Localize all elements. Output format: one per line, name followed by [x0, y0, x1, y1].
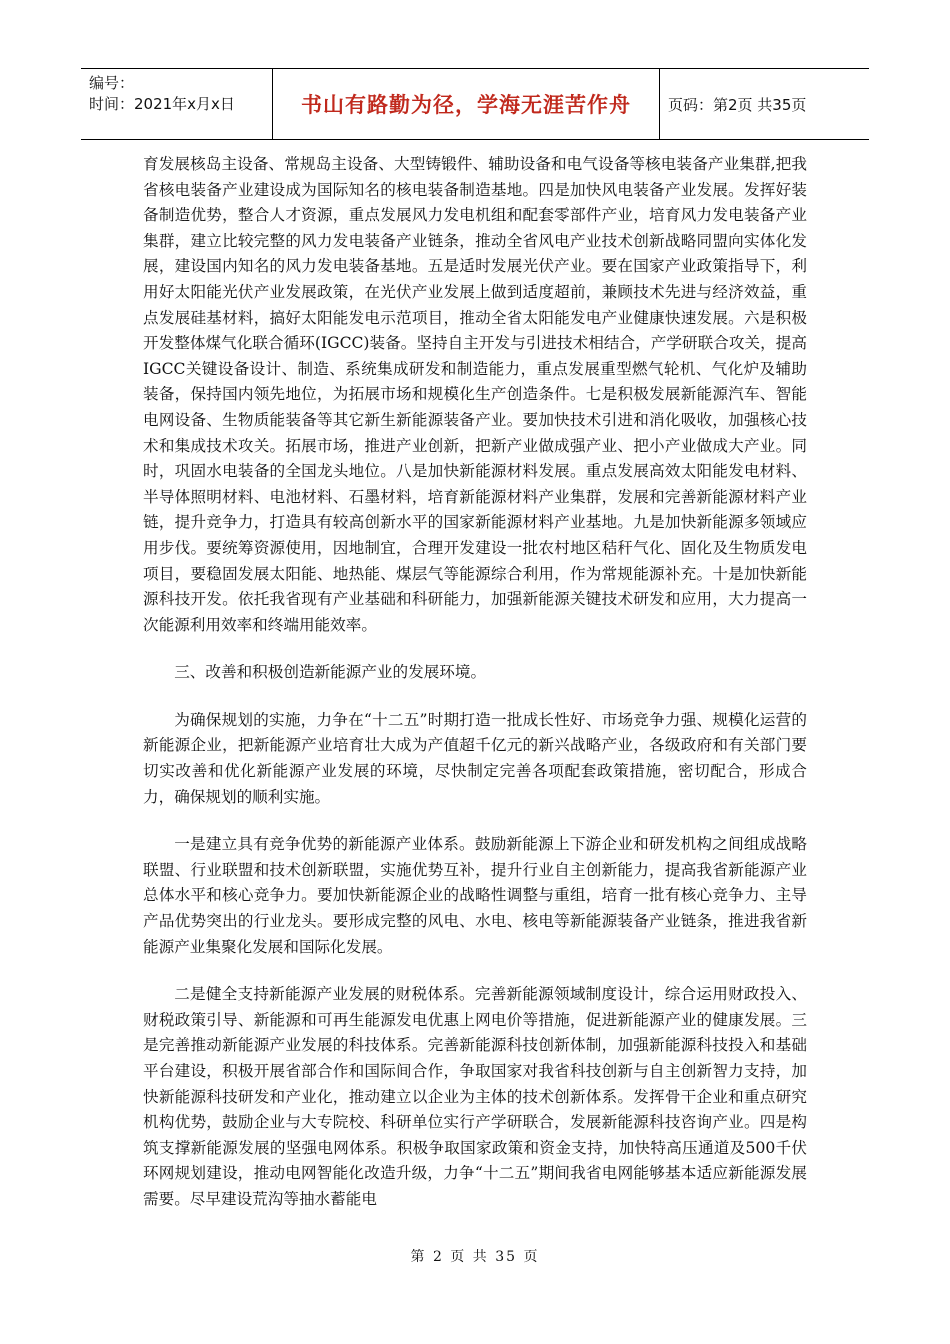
- paragraph-continuation: 育发展核岛主设备、常规岛主设备、大型铸锻件、辅助设备和电气设备等核电装备产业集群,把我省核电装备产业建设成为国际知名的核电装备制造基地。四是加快风电装备产业发展。发挥好装备制造优势，整合人才资源，重点发展风力发电机组和配套零部件产业，培育风力发电装备产业集群，建立比较完整的风力发电装备产业链条，推动全省风电产业技术创新战略同盟向实体化发展，建设国内知名的风力发电装备基地。五是适时发展光伏产业。要在国家产业政策指导下，利用好太阳能光伏产业发展政策，在光伏产业发展上做到适度超前，兼顾技术先进与经济效益，重点发展硅基材料，搞好太阳能发电示范项目，推动全省太阳能发电产业健康快速发展。六是积极开发整体煤气化联合循环(IGCC)装备。坚持自主开发与引进技术相结合，产学研联合攻关，提高IGCC关键设备设计、制造、系统集成研发和制造能力，重点发展重型燃气轮机、气化炉及辅助装备，保持国内领先地位，为拓展市场和规模化生产创造条件。七是积极发展新能源汽车、智能电网设备、生物质能装备等其它新生新能源装备产业。要加快技术引进和消化吸收，加强核心技术和集成技术攻关。拓展市场，推进产业创新，把新产业做成强产业、把小产业做成大产业。同时，巩固水电装备的全国龙头地位。八是加快新能源材料发展。重点发展高效太阳能发电材料、半导体照明材料、电池材料、石墨材料，培育新能源材料产业集群，发展和完善新能源材料产业链，提升竞争力，打造具有较高创新水平的国家新能源材料产业基地。九是加快新能源多领域应用步伐。要统筹资源使用，因地制宜，合理开发建设一批农村地区秸秆气化、固化及生物质发电项目，要稳固发展太阳能、地热能、煤层气等能源综合利用，作为常规能源补充。十是加快新能源科技开发。依托我省现有产业基础和科研能力，加强新能源关键技术研发和应用，大力提高一次能源利用效率和终端用能效率。: [143, 155, 807, 634]
- page-header: [81, 68, 869, 140]
- paragraph: 一是建立具有竞争优势的新能源产业体系。鼓励新能源上下游企业和研发机构之间组成战略联盟、行业联盟和技术创新联盟，实施优势互补，提升行业自主创新能力，提高我省新能源产业总体水平和核心竞争力。要加快新能源企业的战略性调整与重组，培育一批有核心竞争力、主导产品优势突出的行业龙头。要形成完整的风电、水电、核电等新能源装备产业链条，推进我省新能源产业集聚化发展和国际化发展。: [143, 835, 807, 956]
- header-meta: [81, 69, 273, 139]
- section-heading: 三、改善和积极创造新能源产业的发展环境。: [174, 663, 487, 682]
- header-motto-cell: [273, 69, 660, 139]
- serial-label: 编号：: [89, 74, 135, 92]
- date-label: 时间：2021年x月x日: [89, 95, 235, 113]
- header-page-info-cell: [660, 69, 869, 139]
- header-motto: 书山有路勤为径，学海无涯苦作舟: [301, 93, 631, 117]
- paragraph: 二是健全支持新能源产业发展的财税体系。完善新能源领域制度设计，综合运用财政投入、财税政策引导、新能源和可再生能源发电优惠上网电价等措施，促进新能源产业的健康发展。三是完善推动新能源产业发展的科技体系。完善新能源科技创新体制，加强新能源科技投入和基础平台建设，积极开展省部合作和国际间合作，争取国家对我省科技创新与自主创新智力支持，加快新能源科技研发和产业化，推动建立以企业为主体的技术创新体系。发挥骨干企业和重点研究机构优势，鼓励企业与大专院校、科研单位实行产学研联合，发展新能源科技咨询产业。四是构筑支撑新能源发展的坚强电网体系。积极争取国家政策和资金支持，加快特高压通道及500千伏环网规划建设，推动电网智能化改造升级，力争“十二五”期间我省电网能够基本适应新能源发展需要。尽早建设荒沟等抽水蓄能电: [143, 985, 807, 1208]
- paragraph: 为确保规划的实施，力争在“十二五”时期打造一批成长性好、市场竞争力强、规模化运营的新能源企业，把新能源产业培育壮大成为产值超千亿元的新兴战略产业，各级政府和有关部门要切实改善和优化新能源产业发展的环境，尽快制定完善各项配套政策措施，密切配合，形成合力，确保规划的顺利实施。: [143, 710, 807, 806]
- page-footer: 第 2 页 共 35 页: [410, 1249, 540, 1265]
- document-body: [143, 152, 807, 1213]
- header-page-info: 页码：第2页 共35页: [668, 95, 807, 114]
